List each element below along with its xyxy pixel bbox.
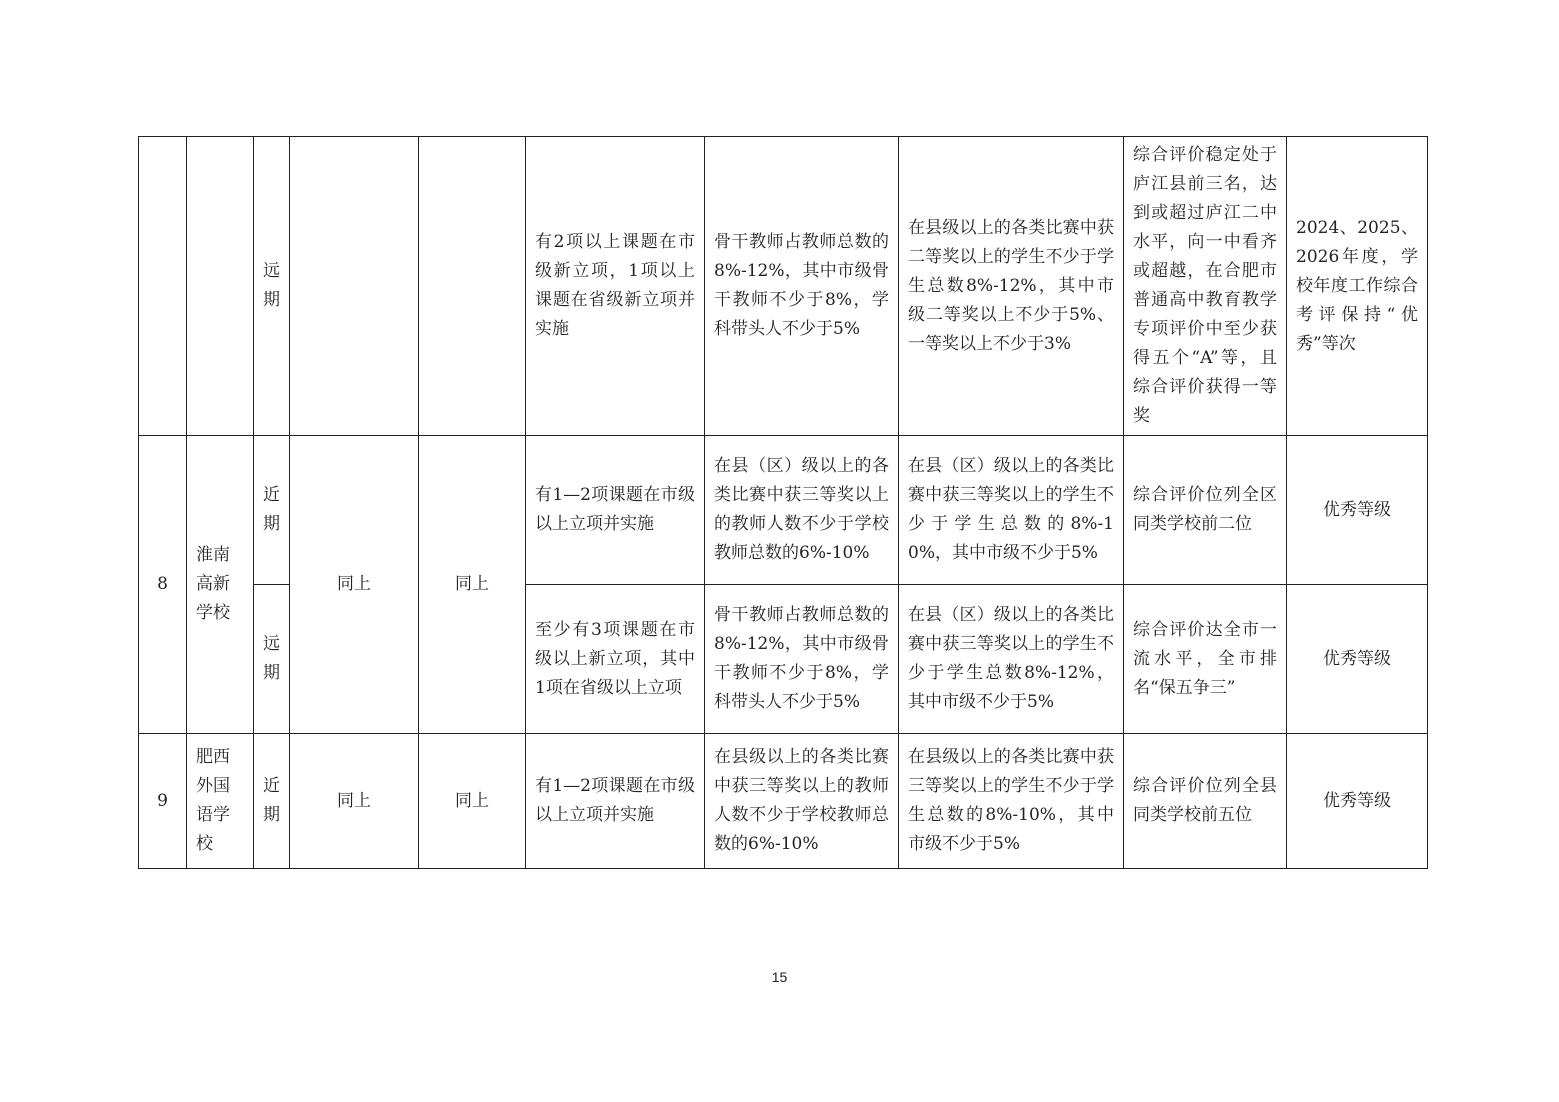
student-goal-cell: 在县级以上的各类比赛中获三等奖以上的学生不少于学生总数的8%-10%，其中市级不少于5% [899,734,1124,869]
research-goal-cell: 有1—2项课题在市级以上立项并实施 [526,436,705,585]
evaluation-goal-cell: 综合评价位列全区同类学校前二位 [1124,436,1287,585]
column-5-cell: 同上 [419,436,526,734]
student-goal-cell: 在县（区）级以上的各类比赛中获三等奖以上的学生不少于学生总数的8%-10%，其中市级不少于5% [899,436,1124,585]
evaluation-goal-cell: 综合评价稳定处于庐江县前三名，达到或超过庐江二中水平，向一中看齐或超越，在合肥市普通高中教育教学专项评价中至少获得五个“A”等，且综合评价获得一等奖 [1124,137,1287,436]
column-4-cell: 同上 [290,436,419,734]
annual-assessment-cell: 优秀等级 [1287,585,1428,734]
period-cell: 近期 [254,734,290,869]
row-number-cell: 8 [139,436,187,734]
column-4-cell: 同上 [290,734,419,869]
school-name-cell [187,137,254,436]
period-cell: 近期 [254,436,290,585]
school-name-cell: 淮南高新学校 [187,436,254,734]
teacher-goal-cell: 在县（区）级以上的各类比赛中获三等奖以上的教师人数不少于学校教师总数的6%-10% [705,436,899,585]
column-5-cell: 同上 [419,734,526,869]
evaluation-goal-cell: 综合评价达全市一流水平，全市排名“保五争三” [1124,585,1287,734]
research-goal-cell: 有2项以上课题在市级新立项，1项以上课题在省级新立项并实施 [526,137,705,436]
goals-table [138,136,1428,869]
column-5-cell [419,137,526,436]
annual-assessment-cell: 2024、2025、2026年度，学校年度工作综合考评保持“优秀”等次 [1287,137,1428,436]
row-number-cell: 9 [139,734,187,869]
table-row [139,137,1428,436]
column-4-cell [290,137,419,436]
period-cell: 远期 [254,137,290,436]
student-goal-cell: 在县级以上的各类比赛中获二等奖以上的学生不少于学生总数8%-12%，其中市级二等奖以上不少于5%、一等奖以上不少于3% [899,137,1124,436]
student-goal-cell: 在县（区）级以上的各类比赛中获三等奖以上的学生不少于学生总数8%-12%，其中市级不少于5% [899,585,1124,734]
research-goal-cell: 至少有3项课题在市级以上新立项，其中1项在省级以上立项 [526,585,705,734]
table-row [139,436,1428,585]
teacher-goal-cell: 骨干教师占教师总数的8%-12%，其中市级骨干教师不少于8%，学科带头人不少于5% [705,137,899,436]
table-row [139,734,1428,869]
page-number: 15 [771,969,788,985]
annual-assessment-cell: 优秀等级 [1287,734,1428,869]
teacher-goal-cell: 在县级以上的各类比赛中获三等奖以上的教师人数不少于学校教师总数的6%-10% [705,734,899,869]
row-number-cell [139,137,187,436]
period-cell: 远期 [254,585,290,734]
evaluation-goal-cell: 综合评价位列全县同类学校前五位 [1124,734,1287,869]
annual-assessment-cell: 优秀等级 [1287,436,1428,585]
research-goal-cell: 有1—2项课题在市级以上立项并实施 [526,734,705,869]
teacher-goal-cell: 骨干教师占教师总数的8%-12%，其中市级骨干教师不少于8%，学科带头人不少于5% [705,585,899,734]
school-name-cell: 肥西外国语学校 [187,734,254,869]
